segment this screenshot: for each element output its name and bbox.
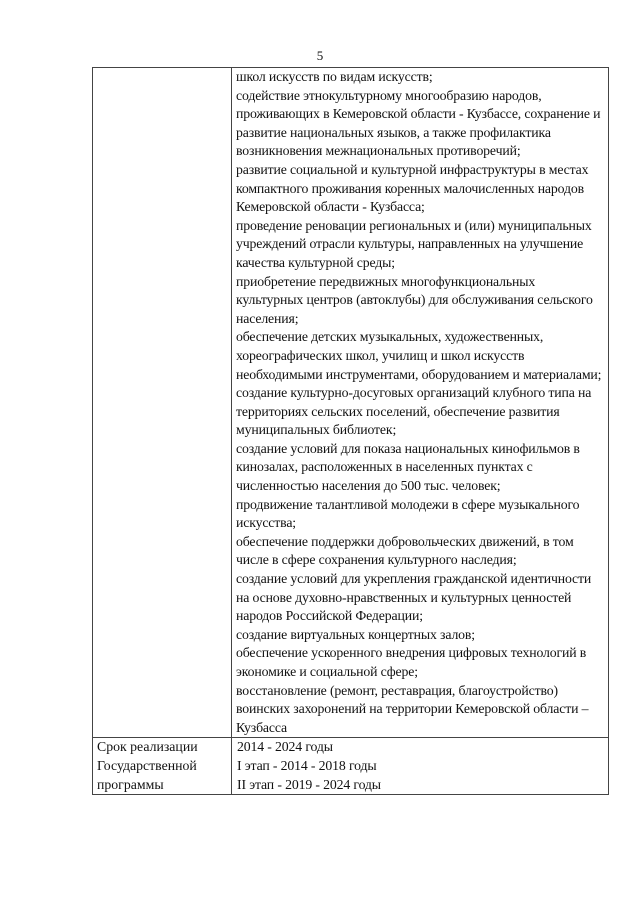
objectives-label-cell: [93, 68, 232, 738]
objective-item: создание культурно-досуговых организаций клубного типа на территориях сельских поселений, обеспечение развития муниципальных библиотек;: [236, 385, 592, 438]
objective-item: проведение реновации региональных и (или) муниципальных учреждений отрасли культуры, направленных на улучшение качества культурной среды;: [236, 217, 592, 270]
term-label-line: Срок реализации: [97, 739, 198, 755]
objective-item: содействие этнокультурному многообразию народов, проживающих в Кемеровской области - Кузбассе, сохранение и развитие национальных языков, а также профилактика возникновения межнациональных противоречий;: [236, 87, 601, 159]
term-row: [93, 738, 609, 795]
term-label-line: Государственной: [97, 757, 197, 773]
term-period-stage-1: I этап - 2014 - 2018 годы: [237, 757, 377, 773]
term-label-line: программы: [97, 776, 164, 792]
objective-item: создание виртуальных концертных залов;: [236, 626, 475, 642]
objective-item: приобретение передвижных многофункциональных культурных центров (автоклубы) для обслуживания сельского населения;: [236, 273, 593, 326]
objective-item: создание условий для показа национальных кинофильмов в кинозалах, расположенных в населенных пунктах с численностью населения до 500 тыс. человек;: [236, 440, 580, 494]
objective-item: обеспечение поддержки добровольческих движений, в том числе в сфере сохранения культурного наследия;: [236, 533, 574, 568]
objective-item: школ искусств по видам искусств;: [236, 69, 433, 84]
objective-item: создание условий для укрепления гражданской идентичности на основе духовно-нравственных и культурных ценностей народов Российской Федерации;: [236, 571, 592, 624]
objective-item: развитие социальной и культурной инфраструктуры в местах компактного проживания коренных малочисленных народов Кемеровской области - Кузбасса;: [236, 161, 589, 215]
objectives-text-cell: [232, 68, 609, 738]
program-passport-table: [92, 67, 609, 795]
objective-item: восстановление (ремонт, реставрация, благоустройство) воинских захоронений на территории Кемеровской области – Кузбасса: [236, 682, 589, 735]
term-label-cell: [93, 738, 232, 795]
term-period-total: 2014 - 2024 годы: [237, 739, 333, 755]
objective-item: обеспечение ускоренного внедрения цифровых технологий в экономике и социальной сфере;: [236, 645, 587, 679]
page-number: 5: [316, 48, 324, 63]
term-period-stage-2: II этап - 2019 - 2024 годы: [237, 776, 381, 792]
objectives-row: [93, 68, 609, 738]
objective-item: продвижение талантливой молодежи в сфере музыкального искусства;: [236, 496, 580, 531]
objective-item: обеспечение детских музыкальных, художественных, хореографических школ, училищ и школ искусств необходимыми инструментами, оборудованием и материалами;: [236, 329, 602, 382]
term-value-cell: [232, 738, 609, 795]
